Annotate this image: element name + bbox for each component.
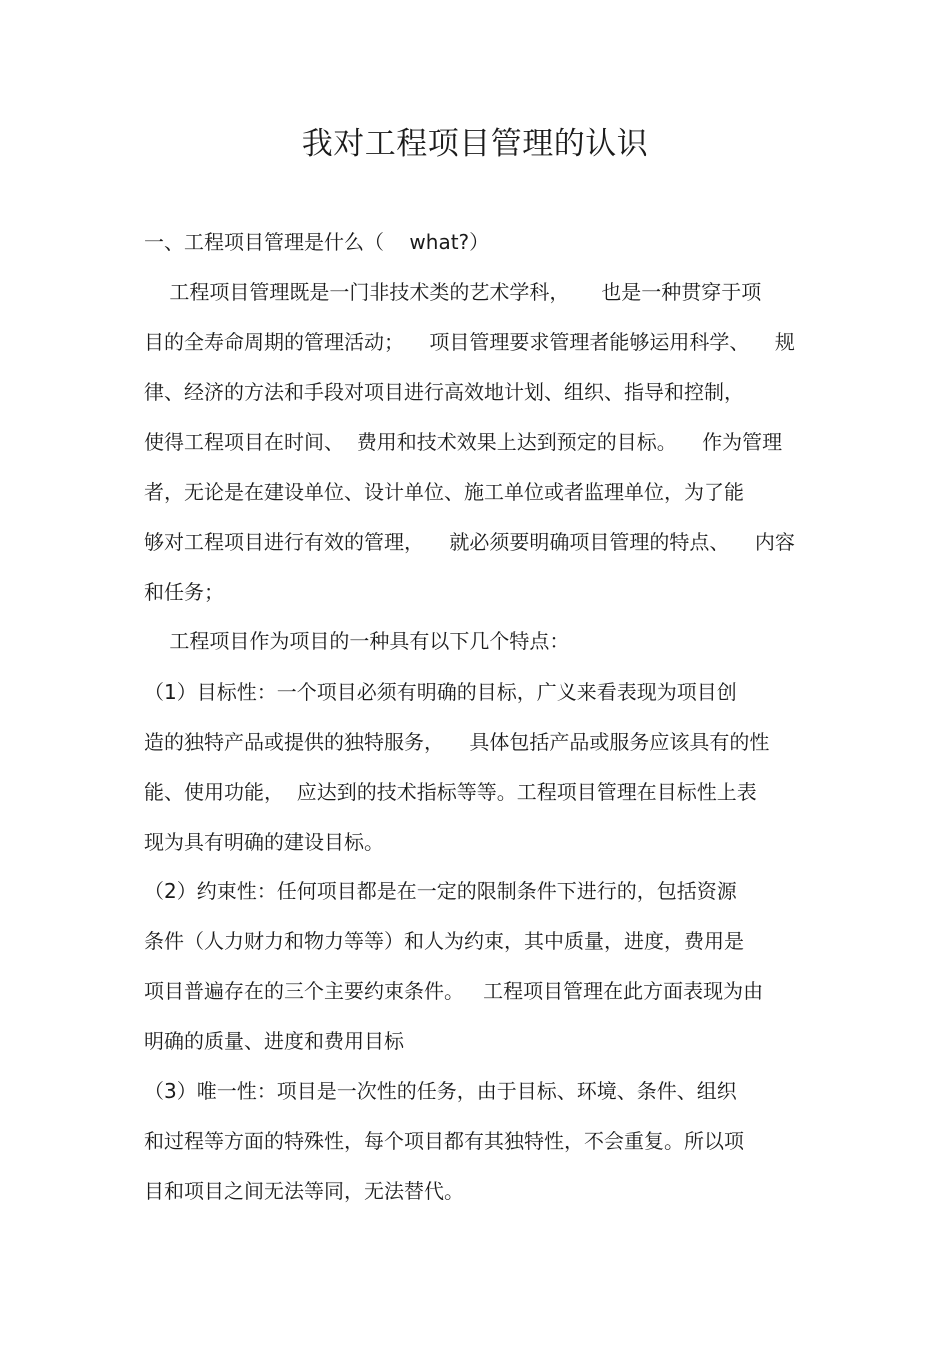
paragraph-line: 和任务；: [144, 580, 224, 604]
paragraph-line: 够对工程项目进行有效的管理， 就必须要明确项目管理的特点、 内容: [144, 530, 795, 554]
paragraph-line: 现为具有明确的建设目标。: [144, 830, 384, 854]
paragraph-line: 能、使用功能， 应达到的技术指标等等。工程项目管理在目标性上表: [144, 780, 757, 804]
paragraph-line: 律、经济的方法和手段对项目进行高效地计划、组织、指导和控制，: [144, 380, 744, 404]
paragraph-line: 者，无论是在建设单位、设计单位、施工单位或者监理单位，为了能: [144, 480, 744, 504]
list-item-uniqueness: （3）唯一性：项目是一次性的任务，由于目标、环境、条件、组织: [144, 1079, 737, 1103]
paragraph-line: 工程项目管理既是一门非技术类的艺术学科， 也是一种贯穿于项: [144, 280, 762, 304]
paragraph-line: 条件（人力财力和物力等等）和人为约束，其中质量，进度，费用是: [144, 929, 744, 953]
document-title: 我对工程项目管理的认识: [301, 126, 649, 162]
paragraph-line: 使得工程项目在时间、 费用和技术效果上达到预定的目标。 作为管理: [144, 430, 783, 454]
list-item-goal: （1）目标性：一个项目必须有明确的目标，广义来看表现为项目创: [144, 680, 737, 704]
paragraph-line: 项目普遍存在的三个主要约束条件。 工程项目管理在此方面表现为由: [144, 979, 764, 1003]
paragraph-line: 明确的质量、进度和费用目标: [144, 1029, 404, 1053]
paragraph-line: 和过程等方面的特殊性，每个项目都有其独特性，不会重复。所以项: [144, 1129, 744, 1153]
paragraph-line: 造的独特产品或提供的独特服务， 具体包括产品或服务应该具有的性: [144, 730, 770, 754]
paragraph-line: 目和项目之间无法等同，无法替代。: [144, 1179, 464, 1203]
paragraph-line: 目的全寿命周期的管理活动； 项目管理要求管理者能够运用科学、 规: [144, 330, 795, 354]
paragraph-line: 工程项目作为项目的一种具有以下几个特点：: [144, 629, 570, 653]
section-heading-what: 一、工程项目管理是什么（ what?）: [144, 230, 490, 254]
list-item-constraint: （2）约束性：任何项目都是在一定的限制条件下进行的，包括资源: [144, 879, 737, 903]
